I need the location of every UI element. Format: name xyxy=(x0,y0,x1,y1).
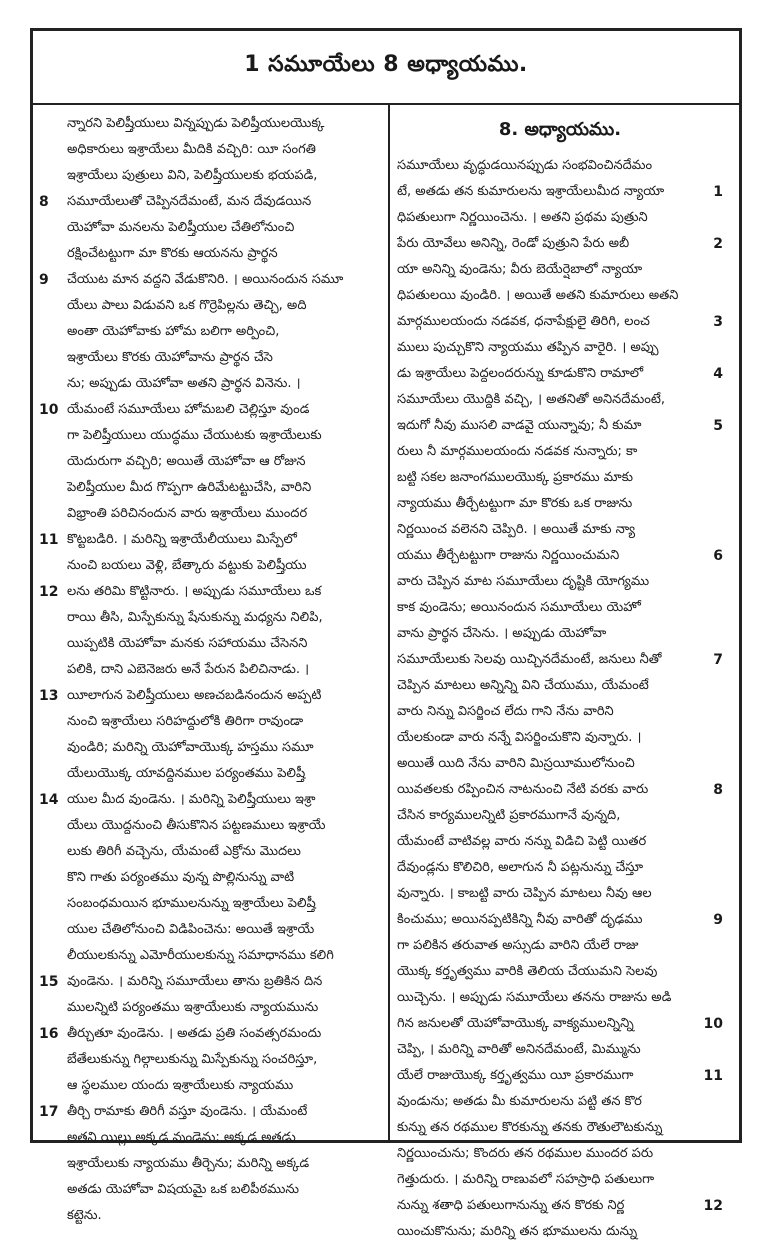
verse-number: 8 xyxy=(713,782,723,798)
text-line xyxy=(397,1193,723,1219)
page-title: 1 సమూయేలు 8 అధ్యాయము. xyxy=(244,52,528,77)
text-line xyxy=(397,257,723,283)
text-line xyxy=(39,969,379,995)
text-line xyxy=(39,1021,379,1047)
text-line xyxy=(39,1099,379,1125)
line-text: బేతేలుకున్ను గిల్గాలుకున్ను మిస్పేకున్ను సంచరిస్తూ, xyxy=(67,1052,318,1067)
line-text: చెప్పి, । మరిన్ని వారితో అనినదేమంటే, మిమ్మును xyxy=(397,1042,641,1057)
line-text: అధికారులు ఇశ్రాయేలు మీదికి వచ్చిరి: యీ సంగతి xyxy=(67,142,316,157)
line-text: నున్ను శతాధి పతులుగానున్ను తన కొరకు నిర్ణ xyxy=(397,1198,625,1213)
text-line xyxy=(397,1089,723,1115)
text-line xyxy=(39,761,379,787)
text-line xyxy=(39,1125,379,1151)
text-line xyxy=(397,1115,723,1141)
text-line xyxy=(397,1037,723,1063)
text-line xyxy=(39,1203,379,1229)
line-text: సంబంధమయిన భూములనున్ను ఇశ్రాయేలు పెలిష్తీ xyxy=(67,896,316,911)
line-text: ములు పుచ్చుకొని న్యాయము తప్పిన వారైరి. । అప్పు xyxy=(397,340,659,355)
verse-number: 7 xyxy=(713,652,723,668)
text-line xyxy=(39,267,379,293)
line-text: యిచ్చెను. । అప్పుడు సమూయేలు తనను రాజును అడి xyxy=(397,990,672,1005)
text-line xyxy=(397,231,723,257)
line-text: విభ్రాంతి పరిచినందున వారు ఇశ్రాయేలు ముందర xyxy=(67,506,308,521)
line-text: లను తరిమి కొట్టినారు. । అప్పుడు సమూయేలు ఒక xyxy=(67,584,322,599)
right-column xyxy=(397,111,723,1245)
line-text: టే, అతడు తన కుమారులను ఇశ్రాయేలుమీద న్యాయా xyxy=(397,184,665,199)
text-line xyxy=(39,709,379,735)
text-line xyxy=(397,153,723,179)
line-text: యేలకుండా వారు నన్నే విసర్జించుకొని వున్నారు. । xyxy=(397,730,642,745)
text-line xyxy=(39,319,379,345)
line-text: గా పెలిష్తీయులు యుద్ధము చేయుటకు ఇశ్రాయేలుకు xyxy=(67,428,322,443)
line-text: యీలాగున పెలిష్తీయులు అణచబడినందున అప్పటి xyxy=(67,688,322,703)
line-text: తీర్చుతూ వుండెను. । అతడు ప్రతి సంవత్సరమందు xyxy=(67,1026,322,1041)
text-line xyxy=(39,1151,379,1177)
line-text: యేలుయొక్క యావద్దినముల పర్యంతము పెలిష్తీ xyxy=(67,766,306,781)
line-text: ఇశ్రాయేలు కొరకు యెహోవాను ప్రార్థన చేసె xyxy=(67,350,273,365)
text-line xyxy=(39,163,379,189)
line-text: సమూయేలుకు సెలవు యిచ్చినదేమంటే, జనులు నీతో xyxy=(397,652,662,667)
text-line xyxy=(397,283,723,309)
text-line xyxy=(39,1073,379,1099)
text-line xyxy=(39,397,379,423)
line-text: మార్గములయందు నడవక, ధనాపేక్షులై తిరిగి, లంచ xyxy=(397,314,650,329)
line-text: అతడు యెహోవా విషయమై ఒక బలిపీఠమును xyxy=(67,1182,299,1197)
verse-number: 8 xyxy=(39,194,49,210)
text-line xyxy=(397,959,723,985)
line-text: ఇదుగో నీవు ముసలి వాడవై యున్నావు; నీ కుమా xyxy=(397,418,642,433)
text-line xyxy=(397,907,723,933)
line-text: వున్నారు. । కాబట్టి వారు చెప్పిన మాటలు నీవు ఆల xyxy=(397,886,652,901)
line-text: ఇశ్రాయేలుకు న్యాయము తీర్చెను; మరిన్ని అక్కడ xyxy=(67,1156,310,1171)
text-line xyxy=(397,1141,723,1167)
line-text: యెహోవా మనలను పెలిష్తీయుల చేతిలోనుంచి xyxy=(67,220,295,235)
line-text: పేరు యోవేలు అనిన్ని, రెండో పుత్రుని పేరు అబీ xyxy=(397,236,630,251)
text-line xyxy=(39,1047,379,1073)
text-line xyxy=(397,985,723,1011)
line-text: యిప్పటికి యెహోవా మనకు సహాయము చేసెనని xyxy=(67,636,308,651)
line-text: రక్షించేటట్టుగా మా కొరకు ఆయనను ప్రార్థన xyxy=(67,246,278,261)
line-text: యేమంటే వాటివల్ల వారు నన్ను విడిచి పెట్టి యితర xyxy=(397,834,647,849)
line-text: యము తీర్చేటట్టుగా రాజును నిర్ణయించుమని xyxy=(397,548,620,563)
line-text: చేసిన కార్యములన్నిటి ప్రకారముగానే వున్నది, xyxy=(397,808,621,823)
line-text: నిర్ణయించును; కొందరు తన రథముల ముందర పరు xyxy=(397,1146,654,1161)
verse-number: 11 xyxy=(39,532,59,548)
line-text: అయితే యిది నేను వారిని మిస్రయీములోనుంచి xyxy=(397,756,635,771)
line-text: కున్ను తన రథముల కొరకున్ను తనకు రౌతులౌటకున్ను xyxy=(397,1120,663,1135)
text-line xyxy=(39,215,379,241)
line-text: ఆ స్థలముల యందు ఇశ్రాయేలుకు న్యాయము xyxy=(67,1078,294,1093)
verse-number: 12 xyxy=(703,1198,723,1214)
line-text: రాయి తీసి, మిస్పేకున్ను షేనుకున్ను మధ్యను నిలిపి, xyxy=(67,610,323,625)
text-line xyxy=(39,657,379,683)
line-text: యించుకొనును; మరిన్ని తన భూములను దున్ను xyxy=(397,1224,638,1239)
book-page xyxy=(30,28,742,1239)
line-text: సమూయేలు వృద్ధుడయినప్పుడు సంభవించినదేమం xyxy=(397,158,653,173)
line-text: యేమంటే సమూయేలు హోమబలి చెల్లిస్తూ వుండ xyxy=(67,402,310,417)
line-text: నుంచి బయలు వెళ్లి, బేత్కారు వట్టుకు పెలిష్తీయు xyxy=(67,558,307,573)
line-text: యెదురుగా వచ్చిరి; అయితే యెహోవా ఆ రోజున xyxy=(67,454,306,469)
text-line xyxy=(397,465,723,491)
text-line xyxy=(397,569,723,595)
line-text: గిన జనులతో యెహోవాయొక్క వాక్యములన్నిన్ని xyxy=(397,1016,634,1031)
text-line xyxy=(397,439,723,465)
text-line xyxy=(39,553,379,579)
text-line xyxy=(39,735,379,761)
text-line xyxy=(39,787,379,813)
text-line xyxy=(397,1011,723,1037)
text-line xyxy=(397,699,723,725)
text-line xyxy=(397,1167,723,1193)
line-text: సమూయేలు యొద్దికి వచ్చి, । అతనితో అనినదేమంటే, xyxy=(397,392,665,407)
text-line xyxy=(39,683,379,709)
line-text: వుండిరి; మరిన్ని యెహోవాయొక్క హస్తము సమూ xyxy=(67,740,314,755)
line-text: నిర్ణయించ వలెనని చెప్పిరి. । అయితే మాకు న్యా xyxy=(397,522,636,537)
text-line xyxy=(397,517,723,543)
verse-number: 17 xyxy=(39,1104,59,1120)
text-line xyxy=(397,1063,723,1089)
verse-number: 1 xyxy=(713,184,723,200)
text-line xyxy=(397,673,723,699)
verse-number: 15 xyxy=(39,974,59,990)
text-line xyxy=(39,605,379,631)
line-text: యా అనిన్ని వుండెను; వీరు బెయేర్షెబాలో న్యాయా xyxy=(397,262,643,277)
line-text: అంతా యెహోవాకు హోమ బలిగా అర్పించి, xyxy=(67,324,280,339)
text-line xyxy=(397,543,723,569)
text-line xyxy=(397,413,723,439)
line-text: కాక వుండెను; అయినందున సమూయేలు యెహో xyxy=(397,600,641,615)
text-line xyxy=(397,621,723,647)
text-line xyxy=(39,579,379,605)
line-text: ధిపతులుగా నిర్ణయించెను. । అతని ప్రథమ పుత్రుని xyxy=(397,210,648,225)
line-text: చేయుట మాన వద్దని వేడుకొనిరి. । అయినందున సమూ xyxy=(67,272,344,287)
text-line xyxy=(397,933,723,959)
line-text: నుంచి ఇశ్రాయేలు సరిహద్దులోకి తిరిగా రావుండా xyxy=(67,714,304,729)
text-line xyxy=(39,371,379,397)
line-text: ధిపతులయి వుండిరి. । అయితే అతని కుమారులు అతని xyxy=(397,288,679,303)
text-line xyxy=(39,345,379,371)
verse-number: 4 xyxy=(713,366,723,382)
verse-number: 3 xyxy=(713,314,723,330)
text-line xyxy=(39,423,379,449)
line-text: చెప్పిన మాటలు అన్నిన్ని విని చేయుము, యేమంటే xyxy=(397,678,649,693)
line-text: న్నారని పెలిష్తీయులు విన్నప్పుడు పెలిష్తీయులయొక్క xyxy=(67,116,325,131)
verse-number: 10 xyxy=(39,402,59,418)
line-text: కట్టెను. xyxy=(67,1208,102,1223)
line-text: యేలు యొద్దనుంచి తీసుకొనిన పట్టణములు ఇశ్రాయే xyxy=(67,818,326,833)
text-line xyxy=(397,855,723,881)
line-text: డు ఇశ్రాయేలు పెద్దలందరున్ను కూడుకొని రామాలో xyxy=(397,366,644,381)
line-text: తీర్చి రామాకు తిరిగీ వస్తూ వుండెను. । యేమంటే xyxy=(67,1104,308,1119)
line-text: ఇశ్రాయేలు పుత్రులు విని, పెలిష్తీయులకు భయపడి, xyxy=(67,168,318,183)
line-text: కొని గాతు పర్యంతము వున్న పొల్లినున్ను వాటి xyxy=(67,870,295,885)
line-text: గెత్తుదురు. । మరిన్ని రాణువలో సహస్రాధి పతులుగా xyxy=(397,1172,655,1187)
line-text: వుండెను. । మరిన్ని సమూయేలు తాను బ్రతికిన దిన xyxy=(67,974,323,989)
line-text: వుండును; అతడు మీ కుమారులను పట్టి తన కొర xyxy=(397,1094,642,1109)
text-line xyxy=(39,189,379,215)
chapter-title: 8. అధ్యాయము. xyxy=(498,119,622,140)
verse-number: 6 xyxy=(713,548,723,564)
text-line xyxy=(397,179,723,205)
text-line xyxy=(39,839,379,865)
line-text: లీయులకున్ను ఎమోరీయులకున్ను సమాధానము కలిగి xyxy=(67,948,334,963)
line-text: పెలిష్తీయుల మీద గొప్పగా ఉరిమేటట్టుచేసి, వారిని xyxy=(67,480,312,495)
line-text: ను; అప్పుడు యెహోవా అతని ప్రార్థన వినెను. । xyxy=(67,376,301,391)
line-text: న్యాయము తీర్చేటట్టుగా మా కొరకు ఒక రాజును xyxy=(397,496,633,511)
line-text: బట్టి సకల జనాంగములయొక్క ప్రకారము మాకు xyxy=(397,470,634,485)
verse-number: 16 xyxy=(39,1026,59,1042)
text-line xyxy=(39,631,379,657)
verse-number: 5 xyxy=(713,418,723,434)
text-line xyxy=(39,1177,379,1203)
text-line xyxy=(39,891,379,917)
page-header xyxy=(33,31,739,105)
line-text: వారు నిన్ను విసర్జించ లేదు గాని నేను వారిని xyxy=(397,704,614,719)
text-line xyxy=(39,813,379,839)
text-line xyxy=(39,449,379,475)
verse-number: 14 xyxy=(39,792,59,808)
text-line xyxy=(397,881,723,907)
line-text: దేవుండ్లను కొలిచిరి, అలాగున నీ పట్లనున్ను చేస్తూ xyxy=(397,860,644,875)
text-line xyxy=(397,1219,723,1245)
text-line xyxy=(397,387,723,413)
text-line xyxy=(39,865,379,891)
verse-number: 2 xyxy=(713,236,723,252)
text-line xyxy=(39,137,379,163)
line-text: కించుము; అయినప్పటికిన్ని నీవు వారితో దృఢము xyxy=(397,912,643,927)
left-column xyxy=(39,111,379,1229)
line-text: వారు చెప్పిన మాట సమూయేలు దృష్టికి యోగ్యము xyxy=(397,574,650,589)
text-line xyxy=(39,995,379,1021)
text-line xyxy=(397,829,723,855)
text-line xyxy=(397,309,723,335)
text-line xyxy=(397,205,723,231)
text-line xyxy=(39,293,379,319)
line-text: వాను ప్రార్థన చేసెను. । అప్పుడు యెహోవా xyxy=(397,626,607,641)
line-text: యుల మీద వుండెను. । మరిన్ని పెలిష్తీయులు ఇశ్రా xyxy=(67,792,316,807)
line-text: రులు నీ మార్గములయందు నడవక నున్నారు; కా xyxy=(397,444,638,459)
line-text: యివతలకు రప్పించిన నాటనుంచి నేటి వరకు వారు xyxy=(397,782,649,797)
column-divider xyxy=(388,103,390,1143)
text-line xyxy=(39,917,379,943)
verse-number: 11 xyxy=(703,1068,723,1084)
text-line xyxy=(39,527,379,553)
text-line xyxy=(397,751,723,777)
verse-number: 12 xyxy=(39,584,59,600)
text-line xyxy=(397,335,723,361)
text-line xyxy=(397,361,723,387)
line-text: సమూయేలుతో చెప్పినదేమంటే, మన దేవుడయిన xyxy=(67,194,312,209)
line-text: ములన్నిటి పర్యంతము ఇశ్రాయేలుకు న్యాయమును xyxy=(67,1000,319,1015)
verse-number: 9 xyxy=(713,912,723,928)
line-text: అతని యిల్లు అక్కడ వుండెను; అక్కడ అతడు xyxy=(67,1130,296,1145)
line-text: గా పలికిన తరువాత అస్సుడు వారిని యేలే రాజు xyxy=(397,938,639,953)
line-text: యుల చేతిలోనుంచి విడిపించెను: అయితే ఇశ్రాయే xyxy=(67,922,315,937)
line-text: యేలు పాలు విడువని ఒక గొర్రెపిల్లను తెచ్చి, అది xyxy=(67,298,307,313)
text-line xyxy=(397,725,723,751)
verse-number: 13 xyxy=(39,688,59,704)
text-line xyxy=(397,647,723,673)
text-line xyxy=(39,943,379,969)
text-line xyxy=(397,595,723,621)
line-text: కొట్టబడిరి. । మరిన్ని ఇశ్రాయేలీయులు మిస్పేలో xyxy=(67,532,297,547)
text-line xyxy=(397,491,723,517)
text-line xyxy=(39,241,379,267)
text-line xyxy=(397,803,723,829)
text-line xyxy=(397,777,723,803)
text-line xyxy=(39,501,379,527)
line-text: యేలే రాజుయొక్క కర్తృత్వము యీ ప్రకారముగా xyxy=(397,1068,634,1083)
verse-number: 9 xyxy=(39,272,49,288)
line-text: లుకు తిరిగీ వచ్చెను, యేమంటే ఎక్రోను మొదలు xyxy=(67,844,301,859)
text-line xyxy=(39,111,379,137)
verse-number: 10 xyxy=(703,1016,723,1032)
line-text: యొక్క కర్తృత్వము వారికి తెలియ చేయుమని సెలవు xyxy=(397,964,658,979)
line-text: పలికి, దాని ఎబెనెజరు అనే పేరున పిలిచినాడు. । xyxy=(67,662,310,677)
text-line xyxy=(39,475,379,501)
